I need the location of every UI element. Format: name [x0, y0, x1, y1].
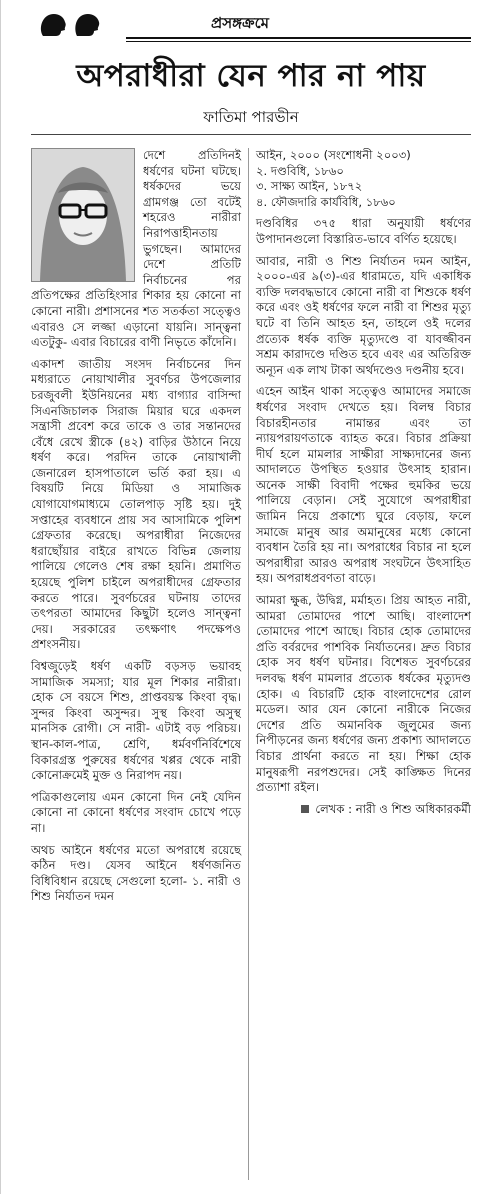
author-signature	[256, 802, 471, 818]
paragraph: অথচ আইনে ধর্ষণের মতো অপরাধে রয়েছে কঠিন দণ্ড। যেসব আইনে ধর্ষণজনিত বিধিবিধান রয়েছে সেগুলো হলো- ১. নারী ও শিশু নির্যাতন দমন	[31, 842, 241, 904]
header-rule	[126, 37, 471, 39]
paragraph: পত্রিকাগুলোয় এমন কোনো দিন নেই যেদিন কোনো না কোনো ধর্ষণের সংবাদ চোখে পড়ে না।	[31, 789, 241, 835]
paragraph: দণ্ডবিধির ৩৭৫ ধারা অনুযায়ী ধর্ষণের উপাদানগুলো বিস্তারিত-ভাবে বর্ণিত হয়েছে।	[256, 216, 471, 246]
author-name: ফাতিমা পারভীন	[203, 108, 299, 126]
right-column	[256, 148, 471, 817]
square-bullet-icon	[301, 805, 309, 813]
law-list	[256, 148, 471, 210]
two-heads-logo-icon	[37, 8, 113, 38]
header-rule-thin	[126, 41, 471, 42]
author-divider	[31, 134, 471, 135]
paragraph: বিশ্বজুড়েই ধর্ষণ একটি বড়সড় ভয়াবহ সামাজিক সমস্যা; যার মূল শিকার নারীরা। হোক সে বয়সে শিশু, প্রাপ্তবয়স্ক কিংবা বৃদ্ধ। সুন্দর কিংবা অসুন্দর। সুস্থ কিংবা অসুস্থ মানসিক রোগী। সে নারী- এটাই বড় পরিচয়। স্থান-কাল-পাত্র, শ্রেণি, ধর্মবর্ণনির্বিশেষে বিকারগ্রস্ত পুরুষের ধর্ষণের খপ্পর থেকে নারী কোনোক্রমেই মুক্ত ও নিরাপদ নয়।	[31, 659, 241, 783]
paragraph: দেশে প্রতিদিনই ধর্ষণের ঘটনা ঘটছে। ধর্ষকদের ভয়ে গ্রামগঞ্জ তো বটেই শহরেও নারীরা নিরাপত্তাহীনতায় ভুগছেন। আমাদের দেশে প্রতিটি নির্বাচনের পর প্রতিপক্ষের প্রতিহিংসার শিকার হয় কোনো না কোনো নারী। প্রশাসনের শত সতর্কতা সত্ত্বেও এবারও সে লজ্জা এড়ানো যায়নি। সান্ত্বনা এতটুকু- এবার বিচারের বাণী নিভৃতে কাঁদেনি।	[31, 148, 241, 350]
left-column	[31, 148, 241, 911]
author-photo	[31, 148, 135, 282]
paragraph: একাদশ জাতীয় সংসদ নির্বাচনের দিন মধ্যরাতে নোয়াখালীর সুবর্ণচর উপজেলার চরজুবলী ইউনিয়নের মধ্য বাগ্যার বাসিন্দা সিএনজিচালক সিরাজ মিয়ার ঘরে একদল সন্ত্রাসী প্রবেশ করে তাকে ও তার সন্তানদের বেঁধে রেখে স্ত্রীকে (৪২) বাড়ির উঠানে নিয়ে ধর্ষণ করে। পরদিন তাকে নোয়াখালী জেনারেল হাসপাতালে ভর্তি করা হয়। এ বিষয়টি নিয়ে মিডিয়া ও সামাজিক যোগাযোগমাধ্যমে তোলপাড় সৃষ্টি হয়। দুই সপ্তাহের ব্যবধানে প্রায় সব আসামিকে পুলিশ গ্রেফতার করেছে। অপরাধীরা নিজেদের ধরাছোঁয়ার বাইরে রাখতে বিভিন্ন জেলায় পালিয়ে গেলেও শেষ রক্ষা হয়নি। প্রমাণিত হয়েছে পুলিশ চাইলে অপরাধীদের গ্রেফতার করতে পারে। সুবর্ণচরের ঘটনায় তাদের তৎপরতা আমাদের কিছুটা হলেও সান্ত্বনা দেয়। সরকারের তৎক্ষণাৎ পদক্ষেপও প্রশংসনীয়।	[31, 356, 241, 652]
paragraph: আমরা ক্ষুব্ধ, উদ্বিগ্ন, মর্মাহত। প্রিয় আহত নারী, আমরা তোমাদের পাশে আছি। বাংলাদেশ তোমাদের পাশে আছে। বিচার হোক তোমাদের প্রতি বর্বরদের পাশবিক নির্যাতনের। দ্রুত বিচার হোক সব ধর্ষণ ঘটনার। বিশেষত সুবর্ণচরের দলবদ্ধ ধর্ষণ মামলার প্রত্যেক ধর্ষকের মৃত্যুদণ্ড হোক। এ বিচারটি হোক বাংলাদেশের রোল মডেল। আর যেন কোনো নারীকে নিজের দেশের প্রতি অমানবিক জুলুমের জন্য নিপীড়নের জন্য ধর্ষণের জন্য প্রকাশ্য আদালতে বিচার প্রার্থনা করতে না হয়। শিক্ষা হোক মানুষরূপী নরপশুদের। সেই কাঙ্ক্ষিত দিনের প্রত্যাশা রইল।	[256, 593, 471, 795]
paragraph: এহেন আইন থাকা সত্ত্বেও আমাদের সমাজে ধর্ষণের সংবাদ দেখতে হয়। বিলম্ব বিচার বিচারহীনতার নামান্তর এবং তা ন্যায়পরায়ণতাকে ব্যাহত করে। বিচার প্রক্রিয়া দীর্ঘ হলে মামলার সাক্ষীরা সাক্ষ্যদানের জন্য আদালতে উপস্থিত হওয়ার উৎসাহ হারান। অনেক সাক্ষী বিবাদী পক্ষের হুমকির ভয়ে পালিয়ে বেড়ান। সেই সুযোগে অপরাধীরা জামিন নিয়ে প্রকাশ্যে ঘুরে বেড়ায়, ফলে সমাজে মানুষ আর অমানুষের মধ্যে কোনো ব্যবধান তৈরি হয় না। অপরাধের বিচার না হলে অপরাধীরা আরও অপরাধ সংঘটনে উৎসাহিত হয়। অপরাধপ্রবণতা বাড়ে।	[256, 384, 471, 586]
headline: অপরাধীরা যেন পার না পায়	[76, 58, 426, 94]
section-label: প্রসঙ্গক্রমে	[211, 14, 269, 32]
column-header	[31, 6, 471, 40]
list-item: ৩. সাক্ষ্য আইন, ১৮৭২	[256, 179, 363, 194]
column-divider	[248, 148, 249, 1180]
signature-text: লেখক : নারী ও শিশু অধিকারকর্মী	[315, 801, 471, 816]
paragraph: আবার, নারী ও শিশু নির্যাতন দমন আইন, ২০০০-এর ৯(৩)-এর ধারামতে, যদি একাধিক ব্যক্তি দলবদ্ধভাবে কোনো নারী বা শিশুকে ধর্ষণ করে এবং ওই ধর্ষণের ফলে নারী বা শিশুর মৃত্যু ঘটে বা তিনি আহত হন, তাহলে ওই দলের প্রত্যেক ধর্ষক ব্যক্তি মৃত্যুদণ্ডে বা যাবজ্জীবন সশ্রম কারাদণ্ডে দণ্ডিত হবে এবং এর অতিরিক্ত অন্যূন এক লাখ টাকা অর্থদণ্ডেও দণ্ডনীয় হবে।	[256, 253, 471, 377]
list-item: ২. দণ্ডবিধি, ১৮৬০	[256, 163, 344, 178]
author-portrait-icon	[32, 149, 134, 281]
list-item: আইন, ২০০০ (সংশোধনী ২০০৩)	[256, 148, 411, 162]
list-item: ৪. ফৌজদারি কার্যবিধি, ১৮৬০	[256, 194, 396, 209]
